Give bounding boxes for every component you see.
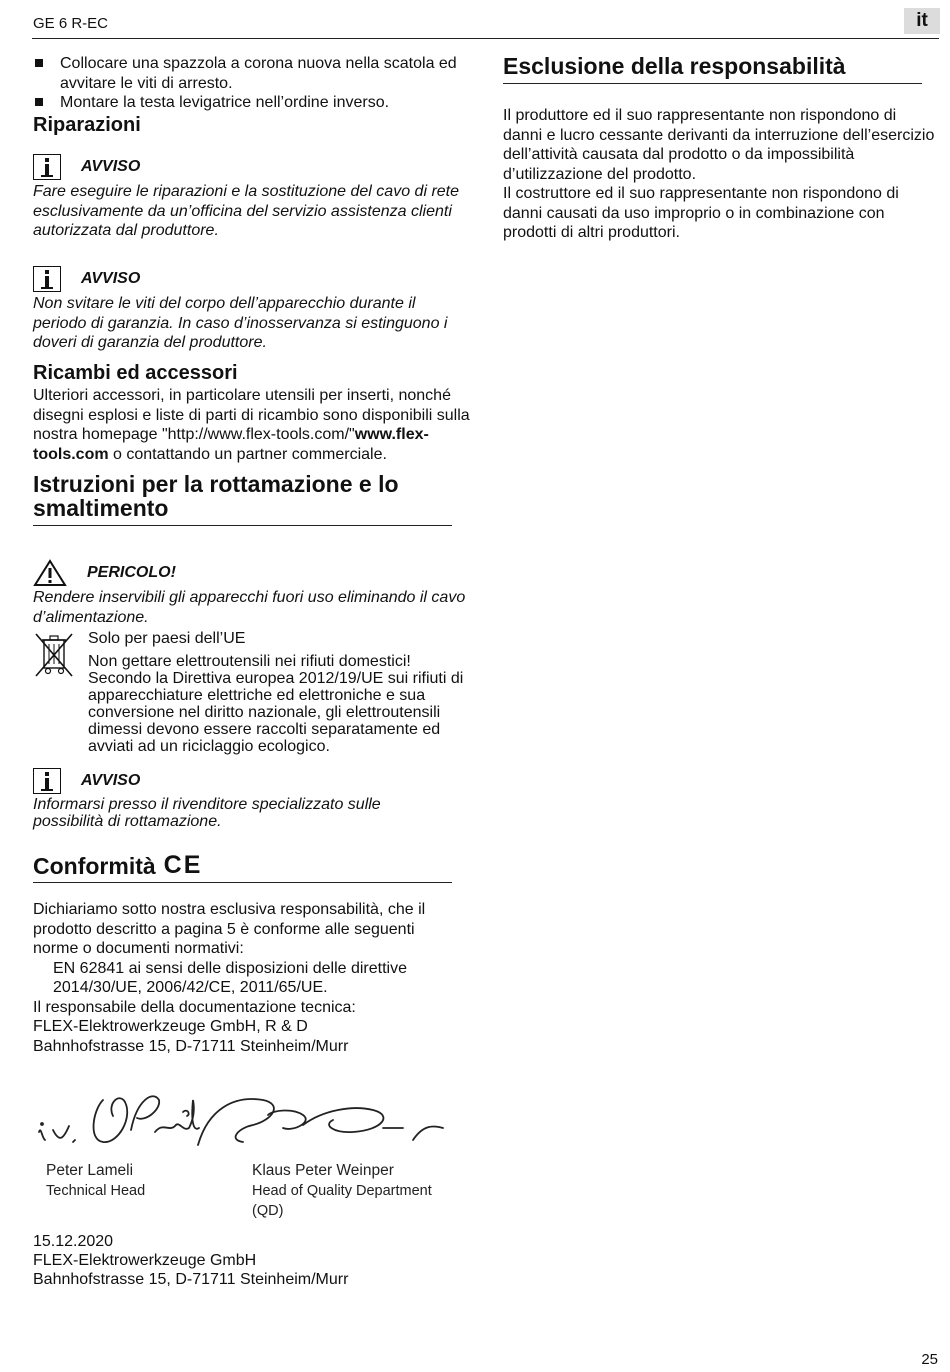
conformity-block (33, 900, 463, 1056)
issue-date: 15.12.2020 (33, 1233, 114, 1250)
notice-label: AVVISO (81, 270, 141, 287)
header-divider (32, 38, 939, 39)
signatory-name: Klaus Peter Weinper (252, 1162, 394, 1179)
ce-mark: CE (163, 851, 203, 879)
notice-text: Non svitare le viti del corpo dell’apparecchio durante il periodo di garanzia. In caso d’inosservanza si estinguono i doveri di garanzia del produttore. (33, 295, 448, 351)
eu-only-label: Solo per paesi dell’UE (88, 630, 246, 647)
info-icon (33, 768, 61, 794)
notice-danger (33, 558, 473, 627)
section-divider (503, 83, 922, 84)
conformity-resp-label: Il responsabile della documentazione tecnica: (33, 998, 356, 1016)
info-icon (33, 154, 61, 180)
signatory-role: Head of Quality Department (QD) (252, 1183, 432, 1219)
section-heading-conformity: Conformità (33, 852, 156, 879)
liability-paragraph-1: Il produttore ed il suo rappresentante non rispondono di danni e lucro cessante derivanti da interruzione dell’esercizio dell’attività causata dal prodotto o da impossibilità d’utilizzazione del prodotto. (503, 107, 935, 183)
signature-block-1 (46, 1161, 145, 1201)
section-divider (33, 882, 452, 883)
notice-label: AVVISO (81, 772, 141, 789)
notice-repairs (33, 152, 473, 241)
notice-text: Fare eseguire le riparazioni e la sostituzione del cavo di rete esclusivamente da un’officina del servizio assistenza clienti autorizzata dal produttore. (33, 183, 460, 239)
issue-company: FLEX-Elektrowerkzeuge GmbH (33, 1252, 257, 1269)
eu-warning: Non gettare elettroutensili nei rifiuti domestici! (88, 653, 411, 670)
conformity-resp-company: FLEX-Elektrowerkzeuge GmbH, R & D (33, 1018, 308, 1035)
section-divider (33, 525, 452, 526)
eu-directive-text: Secondo la Direttiva europea 2012/19/UE sui rifiuti di apparecchiature elettriche ed elettroniche e sua conversione nel diritto nazionale, gli elettroutensili dimessi devono essere raccolti separatamente ed avviati ad un riciclaggio ecologico. (88, 670, 464, 755)
liability-paragraph-2: Il costruttore ed il suo rappresentante non rispondono di danni causati da uso improprio o in combinazione con prodotti di altri produttori. (503, 185, 899, 241)
notice-text: Informarsi presso il rivenditore specializzato sulle possibilità di rottamazione. (33, 796, 381, 830)
conformity-resp-address: Bahnhofstrasse 15, D-71711 Steinheim/Murr (33, 1037, 349, 1055)
notice-text: Rendere inservibili gli apparecchi fuori uso eliminando il cavo d’alimentazione. (33, 589, 466, 626)
warning-triangle-icon (33, 559, 67, 587)
conformity-standard: EN 62841 ai sensi delle disposizioni delle direttive 2014/30/UE, 2006/42/CE, 2011/65/UE. (53, 959, 407, 996)
parts-paragraph (33, 386, 473, 464)
info-icon (33, 266, 61, 292)
section-heading-liability: Esclusione della responsabilità (503, 53, 846, 79)
section-heading-parts: Ricambi ed accessori (33, 362, 238, 384)
language-tab: it (904, 8, 940, 34)
issue-address: Bahnhofstrasse 15, D-71711 Steinheim/Murr (33, 1271, 349, 1288)
signatory-role: Technical Head (46, 1183, 146, 1199)
conformity-intro: Dichiariamo sotto nostra esclusiva responsabilità, che il prodotto descritto a pagina 5 è conforme alle seguenti norme o documenti normativi: (33, 901, 426, 957)
liability-block (503, 106, 939, 243)
section-heading-repairs: Riparazioni (33, 114, 141, 136)
document-title: GE 6 R-EC (33, 15, 109, 32)
eu-disposal-block (88, 630, 468, 755)
parts-text: Ulteriori accessori, in particolare utensili per inserti, nonché disegni esplosi e liste di parti di ricambio sono disponibili sulla nostra homepage "http://www.flex-tools.com/" (33, 387, 470, 443)
handwritten-signatures (33, 1070, 453, 1155)
bullet-item: Montare la testa levigatrice nell’ordine inverso. (33, 93, 473, 113)
notice-label: AVVISO (81, 158, 141, 175)
notice-label: PERICOLO! (87, 564, 176, 581)
notice-warranty (33, 264, 473, 353)
section-heading-disposal: Istruzioni per la rottamazione e lo smaltimento (33, 471, 399, 521)
signature-block-2 (252, 1161, 432, 1221)
notice-disposal (33, 766, 473, 830)
conformity-heading-row (33, 851, 202, 880)
left-column (33, 54, 473, 113)
parts-text-end: o contattando un partner commerciale. (108, 445, 387, 463)
signatory-name: Peter Lameli (46, 1162, 134, 1179)
page-number: 25 (921, 1351, 938, 1368)
website-link[interactable]: www.flex-tools.com (33, 426, 429, 463)
bullet-item: Collocare una spazzola a corona nuova nella scatola ed avvitare le viti di arresto. (33, 54, 473, 93)
weee-bin-icon (33, 632, 75, 678)
issue-block (33, 1232, 433, 1289)
